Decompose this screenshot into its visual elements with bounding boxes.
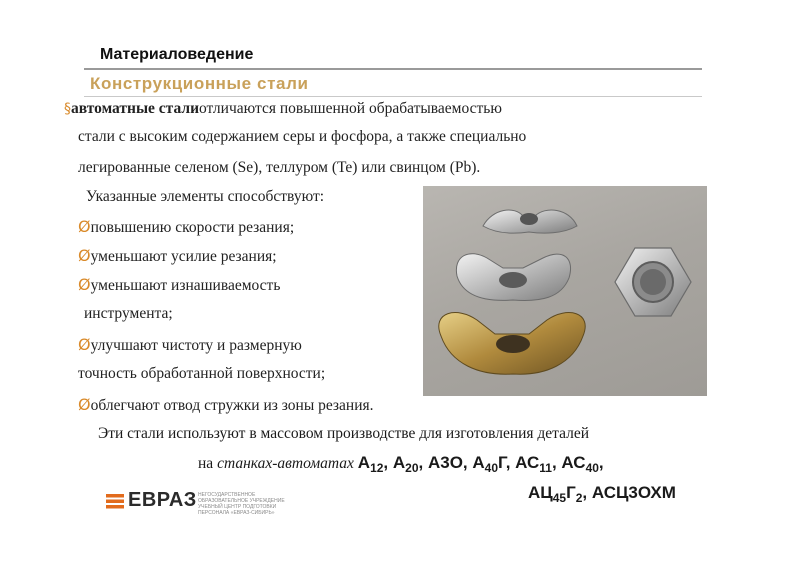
effect-text: облегчают отвод стружки из зоны резания. xyxy=(90,397,374,414)
logo-name: ЕВРАЗ xyxy=(128,489,197,511)
usage-prefix: на xyxy=(198,455,214,472)
effect-text: уменьшают изнашиваемость xyxy=(90,277,281,294)
arrow-bullet-icon: Ø xyxy=(78,217,91,236)
evraz-logo xyxy=(106,489,285,516)
evraz-logo-icon xyxy=(106,492,124,510)
intro-line-1 xyxy=(64,100,502,118)
fasteners-illustration xyxy=(423,186,707,396)
section-divider xyxy=(84,96,702,97)
intro-line1-rest: отличаются повышенной обрабатываемостью xyxy=(199,100,502,117)
grades-line-2: $АЦ_{45}Г_2$, АСЦ3ОХМ xyxy=(528,483,676,505)
header-divider xyxy=(84,68,702,70)
effect-item-4 xyxy=(78,335,302,355)
intro-line-3: легированные селеном (Se), теллуром (Te) или свинцом (Pb). xyxy=(78,159,481,176)
effect-text: улучшают чистоту и размерную xyxy=(90,337,302,354)
arrow-bullet-icon: Ø xyxy=(78,395,91,414)
effects-lead: Указанные элементы способствуют: xyxy=(86,188,325,205)
grades-line-1 xyxy=(198,453,604,473)
usage-text: Эти стали используют в массовом производстве для изготовления деталей xyxy=(98,425,590,442)
logo-caption: НЕГОСУДАРСТВЕННОЕ ОБРАЗОВАТЕЛЬНОЕ УЧРЕЖДЕНИЕ УЧЕБНЫЙ ЦЕНТР ПОДГОТОВКИ ПЕРСОНАЛА «ЕВРАЗ-СИБИРЬ» xyxy=(198,492,285,516)
small-wing-nut-icon xyxy=(483,210,577,233)
effect-item-1 xyxy=(78,217,294,237)
arrow-bullet-icon: Ø xyxy=(78,246,91,265)
intro-line-2: стали с высоким содержанием серы и фосфора, а также специально xyxy=(78,128,527,145)
section-title: Конструкционные стали xyxy=(90,74,309,93)
medium-wing-nut-icon xyxy=(456,254,570,301)
header-title: Материаловедение xyxy=(100,46,254,63)
effect-item-3-cont: инструмента; xyxy=(84,305,173,322)
effect-item-4-cont: точность обработанной поверхности; xyxy=(78,365,326,382)
arrow-bullet-icon: Ø xyxy=(78,275,91,294)
effect-text: повышению скорости резания; xyxy=(90,219,295,236)
steel-grades: $А_{12}$, $А_{20}$, А3О, $А_{40}Г$, $АС_{11}$, $АС_{40}$, xyxy=(357,453,604,475)
arrow-bullet-icon: Ø xyxy=(78,335,91,354)
effect-item-5 xyxy=(78,395,374,415)
hex-nut-icon xyxy=(615,248,691,316)
brass-wing-nut-icon xyxy=(439,313,585,375)
usage-machines: станках-автоматах xyxy=(217,455,354,472)
section-bullet-icon: § xyxy=(64,101,71,117)
effect-item-2 xyxy=(78,246,277,266)
effect-text: уменьшают усилие резания; xyxy=(90,248,277,265)
intro-term: автоматные стали xyxy=(71,100,199,117)
effect-item-3 xyxy=(78,275,280,295)
fasteners-photo xyxy=(423,186,707,396)
